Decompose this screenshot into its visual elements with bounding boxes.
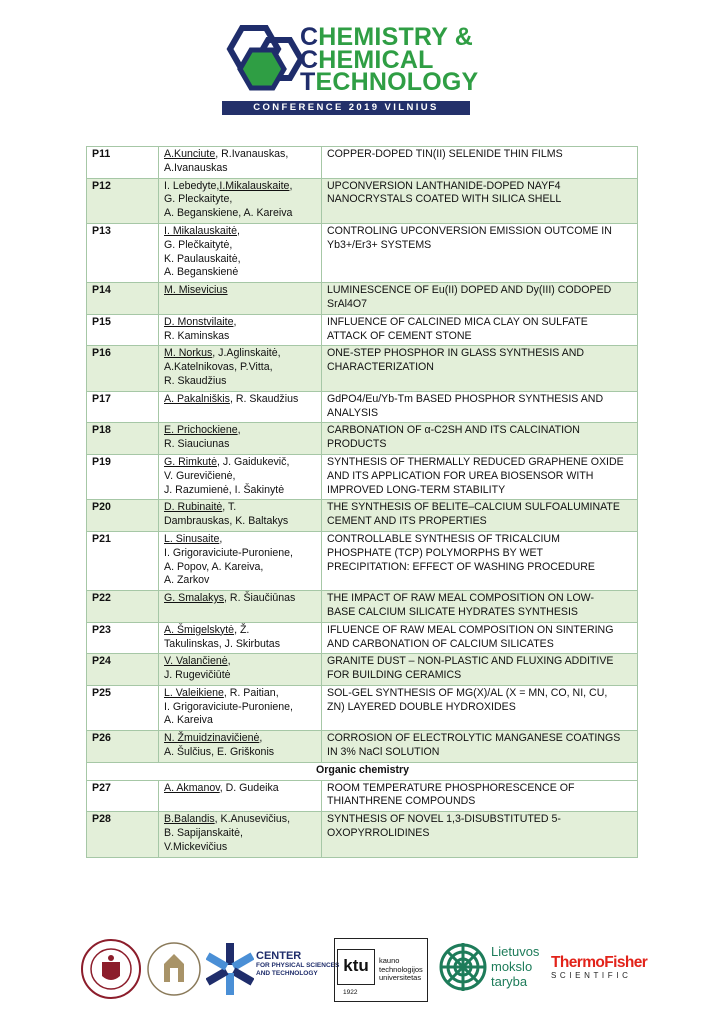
poster-authors xyxy=(159,500,322,532)
author-line xyxy=(164,456,317,470)
poster-authors xyxy=(159,178,322,223)
table-row xyxy=(87,654,638,686)
author-text: A. Kareiva xyxy=(164,714,213,727)
author-text: I. Lebedyte, xyxy=(164,179,220,192)
title-line: COPPER-DOPED TIN(II) SELENIDE THIN FILMS xyxy=(327,148,563,160)
title-line: GRANITE DUST – NON-PLASTIC AND FLUXING ADDITIVE xyxy=(327,655,614,668)
title-line xyxy=(300,68,479,96)
author-line xyxy=(164,207,317,221)
poster-title xyxy=(322,314,638,346)
title-line: IMPROVED LONG-TERM STABILITY xyxy=(327,483,506,496)
author-text: , xyxy=(227,655,231,668)
poster-id: P25 xyxy=(87,685,159,730)
author-line xyxy=(164,180,317,194)
poster-id: P26 xyxy=(87,731,159,763)
title-line: PRECIPITATION: EFFECT OF WASHING PROCEDURE xyxy=(327,560,595,573)
presenting-author: I.Mikalauskaite xyxy=(219,179,290,192)
ftmc-star-icon xyxy=(206,940,254,998)
title-rest: ECHNOLOGY xyxy=(315,68,479,96)
author-text: I. Grigoraviciute-Puroniene, xyxy=(164,700,293,713)
lmt-logo-text: Lietuvos mokslo taryba xyxy=(491,944,540,989)
author-line xyxy=(164,239,317,253)
title-line: ANALYSIS xyxy=(327,406,379,419)
author-text: G. Pleckaityte, xyxy=(164,193,233,206)
poster-id: P28 xyxy=(87,812,159,857)
presenting-author: A. Šmigelskytė xyxy=(164,623,235,636)
poster-title xyxy=(322,622,638,654)
author-text: A.Ivanauskas xyxy=(164,161,228,174)
title-line: ONE-STEP PHOSPHOR IN GLASS SYNTHESIS AND xyxy=(327,347,585,360)
poster-authors xyxy=(159,731,322,763)
poster-title xyxy=(322,223,638,282)
author-line xyxy=(164,732,317,746)
poster-id: P13 xyxy=(87,223,159,282)
author-line xyxy=(164,162,317,176)
author-text: , xyxy=(237,224,240,237)
author-text: V. Gurevičienė, xyxy=(164,469,236,482)
table-row xyxy=(87,685,638,730)
poster-authors xyxy=(159,591,322,623)
poster-id: P23 xyxy=(87,622,159,654)
author-line xyxy=(164,484,317,498)
poster-title xyxy=(322,531,638,590)
author-line xyxy=(164,393,317,407)
poster-authors xyxy=(159,346,322,391)
poster-authors xyxy=(159,454,322,499)
table-row xyxy=(87,423,638,455)
author-line xyxy=(164,782,317,796)
author-text: G. Plečkaitytė, xyxy=(164,238,233,251)
poster-authors xyxy=(159,223,322,282)
author-text: , xyxy=(289,179,293,192)
poster-title xyxy=(322,454,638,499)
author-text: , J. Gaidukevič, xyxy=(216,455,290,468)
title-line: THE SYNTHESIS OF BELITE–CALCIUM SULFOALUMINATE xyxy=(327,501,620,514)
author-line xyxy=(164,193,317,207)
author-line xyxy=(164,746,317,760)
presenting-author: M. Norkus xyxy=(164,347,213,360)
author-line xyxy=(164,669,317,683)
sponsor-logos xyxy=(0,930,725,1010)
poster-authors xyxy=(159,685,322,730)
poster-authors xyxy=(159,314,322,346)
poster-authors xyxy=(159,391,322,423)
poster-id: P21 xyxy=(87,531,159,590)
vilnius-university-seal-icon xyxy=(80,938,142,1000)
title-initial: C xyxy=(300,45,319,74)
title-line: AND ITS APPLICATION FOR UREA BIOSENSOR WITH xyxy=(327,469,594,482)
presenting-author: L. Sinusaite xyxy=(164,532,220,545)
poster-id: P18 xyxy=(87,423,159,455)
author-text: A. Šulčius, E. Griškonis xyxy=(164,746,275,759)
ktu-year: 1922 xyxy=(343,989,358,996)
conference-hexagon-logo xyxy=(218,18,304,98)
poster-title xyxy=(322,346,638,391)
presenting-author: A. Pakalniškis xyxy=(164,392,230,405)
author-line xyxy=(164,687,317,701)
title-line: ZN) LAYERED DOUBLE HYDROXIDES xyxy=(327,700,516,713)
author-line xyxy=(164,574,317,588)
author-line xyxy=(164,638,317,652)
title-line: BASE CALCIUM SILICATE HYDRATES SYNTHESIS xyxy=(327,605,578,618)
author-text: J. Razumienė, I. Šakinytė xyxy=(164,483,285,496)
author-line xyxy=(164,655,317,669)
table-row xyxy=(87,314,638,346)
title-rest: HEMISTRY & xyxy=(318,23,474,51)
table-row xyxy=(87,147,638,179)
poster-title xyxy=(322,147,638,179)
title-line: SYNTHESIS OF THERMALLY REDUCED GRAPHENE OXIDE xyxy=(327,455,624,468)
poster-title xyxy=(322,731,638,763)
poster-id: P19 xyxy=(87,454,159,499)
poster-id: P11 xyxy=(87,147,159,179)
author-line xyxy=(164,547,317,561)
table-row xyxy=(87,812,638,857)
presenting-author: I. Mikalauskaitė xyxy=(164,224,238,237)
title-line: CARBONATION OF α-C2SH AND ITS CALCINATION xyxy=(327,424,580,437)
author-text: B. Sapijanskaitė, xyxy=(164,827,243,840)
author-line xyxy=(164,225,317,239)
presenting-author: N. Žmuidzinavičienė xyxy=(164,732,260,745)
author-text: R. Kaminskas xyxy=(164,329,230,342)
title-line: GdPO4/Eu/Yb-Tm BASED PHOSPHOR SYNTHESIS AND xyxy=(327,392,604,405)
author-text: , R.Ivanauskas, xyxy=(215,148,289,160)
author-line xyxy=(164,148,317,162)
presenting-author: G. Rimkutė xyxy=(164,455,217,468)
author-line xyxy=(164,827,317,841)
title-line: CONTROLLABLE SYNTHESIS OF TRICALCIUM xyxy=(327,532,560,545)
table-row xyxy=(87,531,638,590)
poster-title xyxy=(322,780,638,812)
author-text: A. Zarkov xyxy=(164,574,210,587)
title-line: CEMENT AND ITS PROPERTIES xyxy=(327,515,487,528)
presenting-author: L. Valeikiene xyxy=(164,686,224,699)
title-line: OXOPYRROLIDINES xyxy=(327,827,430,840)
presenting-author: D. Rubinaitė xyxy=(164,501,223,514)
author-text: R. Skaudžius xyxy=(164,374,227,387)
author-line xyxy=(164,424,317,438)
author-line xyxy=(164,592,317,606)
poster-title xyxy=(322,283,638,315)
poster-authors xyxy=(159,423,322,455)
page-header xyxy=(0,0,725,125)
lmt-rosette-icon xyxy=(438,938,488,996)
presenting-author: E. Prichockiene xyxy=(164,424,238,437)
poster-authors xyxy=(159,147,322,179)
poster-authors xyxy=(159,780,322,812)
poster-authors xyxy=(159,283,322,315)
title-line: THIANTHRENE COMPOUNDS xyxy=(327,795,476,808)
title-line: CHARACTERIZATION xyxy=(327,361,434,374)
title-line: SYNTHESIS OF NOVEL 1,3-DISUBSTITUTED 5- xyxy=(327,813,561,826)
poster-title xyxy=(322,391,638,423)
presenting-author: V. Valančienė xyxy=(164,655,228,668)
title-line: CONTROLING UPCONVERSION EMISSION OUTCOME IN xyxy=(327,224,612,237)
title-line: INFLUENCE OF CALCINED MICA CLAY ON SULFATE xyxy=(327,315,588,328)
author-line xyxy=(164,515,317,529)
title-line: IN 3% NaCl SOLUTION xyxy=(327,746,440,759)
title-line: THE IMPACT OF RAW MEAL COMPOSITION ON LOW- xyxy=(327,592,595,605)
academy-seal-icon xyxy=(146,938,202,1000)
poster-title xyxy=(322,654,638,686)
ftmc-logo-text: CENTER FOR PHYSICAL SCIENCES AND TECHNOLOGY xyxy=(256,950,340,977)
author-line xyxy=(164,284,317,298)
presenting-author: A.Kunciute xyxy=(164,148,216,160)
title-initial: C xyxy=(300,23,319,51)
author-line xyxy=(164,361,317,375)
ktu-mark: ktu xyxy=(337,949,375,985)
author-text: V.Mickevičius xyxy=(164,840,228,853)
poster-schedule-table xyxy=(86,146,638,858)
author-line xyxy=(164,624,317,638)
title-line: SOL-GEL SYNTHESIS OF MG(X)/AL (X = MN, CO, NI, CU, xyxy=(327,686,608,699)
presenting-author: M. Misevicius xyxy=(164,284,228,297)
author-text: Takulinskas, J. Skirbutas xyxy=(164,637,280,650)
poster-authors xyxy=(159,622,322,654)
author-text: A. Popov, A. Kareiva, xyxy=(164,560,264,573)
poster-title xyxy=(322,500,638,532)
author-text: , R. Skaudžius xyxy=(229,392,299,405)
presenting-author: B.Balandis xyxy=(164,813,215,826)
poster-authors xyxy=(159,812,322,857)
title-line: ATTACK OF CEMENT STONE xyxy=(327,329,472,342)
poster-id: P14 xyxy=(87,283,159,315)
title-line: FOR BUILDING CERAMICS xyxy=(327,669,462,682)
author-text: A. Beganskiene, A. Kareiva xyxy=(164,207,293,220)
section-row xyxy=(87,762,638,780)
presenting-author: G. Smalakys xyxy=(164,592,225,605)
title-line: LUMINESCENCE OF Eu(II) DOPED AND Dy(III) CODOPED xyxy=(327,284,612,297)
author-text: J. Rugevičiūtė xyxy=(164,669,231,682)
table-row xyxy=(87,622,638,654)
poster-id: P24 xyxy=(87,654,159,686)
ktu-logo xyxy=(334,938,428,1002)
author-line xyxy=(164,470,317,484)
title-line: CORROSION OF ELECTROLYTIC MANGANESE COATINGS xyxy=(327,732,621,745)
author-line xyxy=(164,253,317,267)
author-text: , R. Šiaučiūnas xyxy=(224,592,296,605)
author-text: , xyxy=(219,532,223,545)
author-line xyxy=(164,347,317,361)
presenting-author: D. Monstvilaite xyxy=(164,315,234,328)
table-row xyxy=(87,500,638,532)
thermofisher-logo: ThermoFisher SCIENTIFIC xyxy=(551,954,648,980)
author-line xyxy=(164,714,317,728)
author-text: , K.Anusevičius, xyxy=(214,813,291,826)
poster-id: P22 xyxy=(87,591,159,623)
author-text: , T. xyxy=(222,501,237,514)
title-line: ROOM TEMPERATURE PHOSPHORESCENCE OF xyxy=(327,781,575,794)
poster-title xyxy=(322,591,638,623)
presenting-author: A. Akmanov xyxy=(164,781,220,794)
author-text: , xyxy=(233,315,237,328)
author-text: , xyxy=(237,424,241,437)
author-text: K. Paulauskaitė, xyxy=(164,252,241,265)
title-line: PRODUCTS xyxy=(327,438,387,451)
author-text: , D. Gudeika xyxy=(219,781,279,794)
poster-title xyxy=(322,178,638,223)
author-line xyxy=(164,813,317,827)
table-row xyxy=(87,731,638,763)
title-line: AND CARBONATION OF CALCIUM SILICATES xyxy=(327,637,554,650)
author-text: Dambrauskas, K. Baltakys xyxy=(164,515,289,528)
author-line xyxy=(164,501,317,515)
poster-id: P20 xyxy=(87,500,159,532)
author-text: A. Beganskienė xyxy=(164,266,239,279)
title-rest: HEMICAL xyxy=(318,45,434,74)
table-row xyxy=(87,454,638,499)
conference-year-banner: CONFERENCE 2019 VILNIUS xyxy=(222,101,470,115)
author-text: , R. Paitian, xyxy=(223,686,279,699)
title-line: IFLUENCE OF RAW MEAL COMPOSITION ON SINTERING xyxy=(327,623,614,636)
title-line: Yb3+/Er3+ SYSTEMS xyxy=(327,238,432,251)
poster-authors xyxy=(159,531,322,590)
title-line: NANOCRYSTALS COATED WITH SILICA SHELL xyxy=(327,193,562,206)
poster-id: P15 xyxy=(87,314,159,346)
author-line xyxy=(164,266,317,280)
author-line xyxy=(164,533,317,547)
table-row xyxy=(87,223,638,282)
table-row xyxy=(87,391,638,423)
author-line xyxy=(164,701,317,715)
title-line: PHOSPHATE (TCP) POLYMORPHS BY WET xyxy=(327,546,544,559)
author-line xyxy=(164,438,317,452)
author-line xyxy=(164,561,317,575)
table-row xyxy=(87,346,638,391)
ktu-name: kauno technologijos universitetas xyxy=(379,956,423,982)
table-row xyxy=(87,178,638,223)
author-text: , xyxy=(259,732,263,745)
title-initial: T xyxy=(300,68,316,96)
author-line xyxy=(164,375,317,389)
author-text: I. Grigoraviciute-Puroniene, xyxy=(164,546,293,559)
poster-id: P16 xyxy=(87,346,159,391)
table-row xyxy=(87,780,638,812)
author-text: A.Katelnikovas, P.Vitta, xyxy=(164,361,273,374)
table-row xyxy=(87,591,638,623)
poster-id: P27 xyxy=(87,780,159,812)
author-text: , Ž. xyxy=(234,623,250,636)
author-text: R. Siauciunas xyxy=(164,438,230,451)
section-heading: Organic chemistry xyxy=(87,762,638,780)
author-line xyxy=(164,841,317,855)
conference-title xyxy=(300,23,479,96)
title-line: UPCONVERSION LANTHANIDE-DOPED NAYF4 xyxy=(327,179,561,192)
author-text: , J.Aglinskaitė, xyxy=(212,347,281,360)
poster-title xyxy=(322,423,638,455)
poster-authors xyxy=(159,654,322,686)
table-row xyxy=(87,283,638,315)
author-line xyxy=(164,330,317,344)
title-line: SrAl4O7 xyxy=(327,297,368,310)
poster-id: P17 xyxy=(87,391,159,423)
author-line xyxy=(164,316,317,330)
poster-title xyxy=(322,812,638,857)
poster-id: P12 xyxy=(87,178,159,223)
poster-title xyxy=(322,685,638,730)
